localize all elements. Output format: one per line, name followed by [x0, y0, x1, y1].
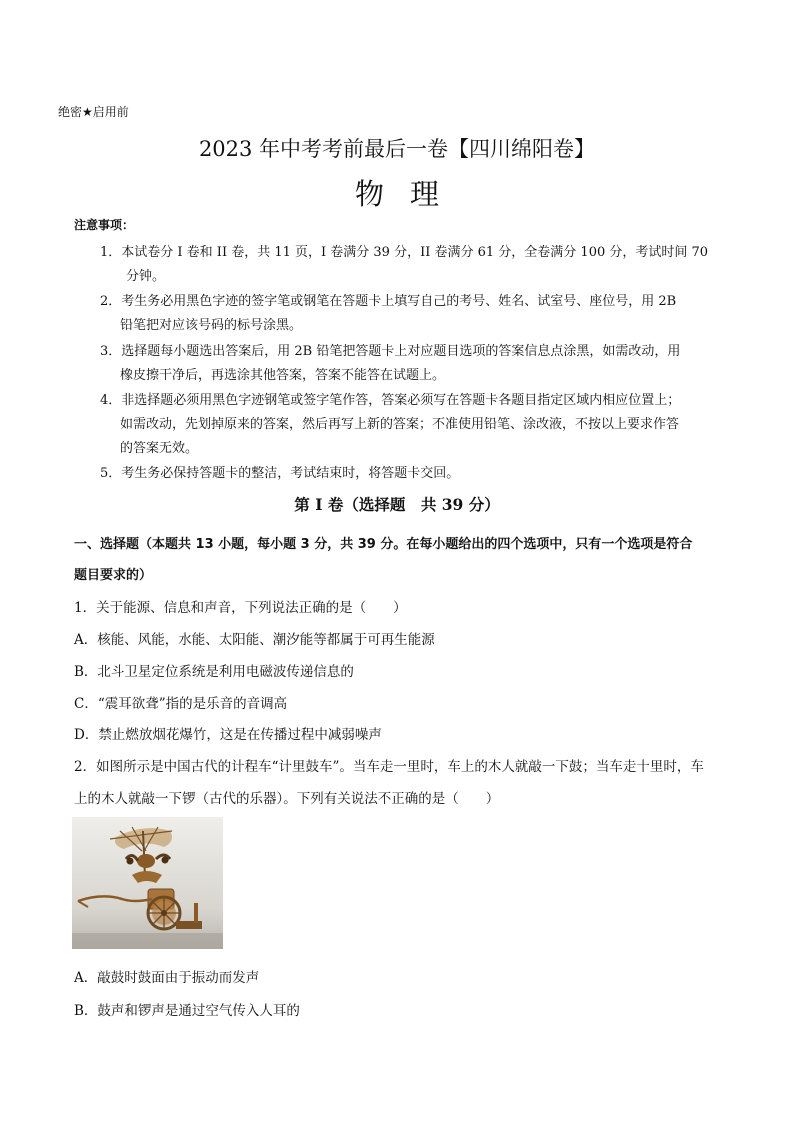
question-1-option-d: D．禁止燃放烟花爆竹，这是在传播过程中减弱噪声: [74, 727, 382, 743]
question-1-option-a: A．核能、风能，水能、太阳能、潮汐能等都属于可再生能源: [74, 632, 435, 648]
part-heading: 一、选择题（本题共 13 小题，每小题 3 分，共 39 分。在每小题给出的四个选项中，只有一个选项是符合: [74, 537, 693, 552]
question-2-stem: 2．如图所示是中国古代的计程车“计里鼓车”。当车走一里时，车上的木人就敲一下鼓；当车走十里时，车: [74, 759, 704, 775]
notice-item-4-cont: 如需改动，先划掉原来的答案，然后再写上新的答案；不准使用铅笔、涂改液，不按以上要求作答: [120, 417, 680, 432]
question-2-option-b: B．鼓声和锣声是通过空气传入人耳的: [74, 1003, 300, 1019]
question-1-option-b: B．北斗卫星定位系统是利用电磁波传递信息的: [74, 664, 354, 680]
secret-mark: 绝密★启用前: [58, 105, 129, 119]
question-1-option-c: C．“震耳欲聋”指的是乐音的音调高: [74, 696, 288, 712]
notice-heading: 注意事项：: [74, 218, 135, 232]
question-2-stem-cont: 上的木人就敲一下锣（古代的乐器）。下列有关说法不正确的是（ ）: [74, 791, 500, 807]
part-heading-cont: 题目要求的）: [74, 568, 153, 583]
section-title: 第 I 卷（选择题 共 39 分）: [294, 495, 500, 514]
notice-item-5: 5．考生务必保持答题卡的整洁，考试结束时，将答题卡交回。: [100, 466, 460, 481]
notice-item-2: 2．考生务必用黑色字迹的签字笔或钢笔在答题卡上填写自己的考号、姓名、试室号、座位号，用 2B: [100, 294, 677, 309]
notice-item-3: 3．选择题每小题选出答案后，用 2B 铅笔把答题卡上对应题目选项的答案信息点涂黑，如需改动，用: [100, 344, 681, 359]
drum-cart-figure: [72, 817, 223, 949]
notice-item-2-cont: 铅笔把对应该号码的标号涂黑。: [120, 318, 303, 333]
notice-item-4-cont2: 的答案无效。: [120, 441, 199, 456]
notice-item-1: 1．本试卷分 I 卷和 II 卷，共 11 页，I 卷满分 39 分，II 卷满分 61 分，全卷满分 100 分，考试时间 70: [100, 245, 709, 260]
question-2-option-a: A．敲鼓时鼓面由于振动而发声: [74, 970, 260, 986]
notice-item-1-cont: 分钟。: [126, 269, 166, 284]
exam-title: 2023 年中考考前最后一卷【四川绵阳卷】: [198, 137, 596, 161]
notice-item-3-cont: 橡皮擦干净后，再选涂其他答案，答案不能答在试题上。: [120, 368, 446, 383]
subject-title: 物理: [354, 177, 465, 211]
notice-item-4: 4．非选择题必须用黑色字迹钢笔或签字笔作答，答案必须写在答题卡各题目指定区域内相应位置上；: [100, 393, 681, 408]
question-1-stem: 1．关于能源、信息和声音，下列说法正确的是（ ）: [74, 600, 407, 616]
